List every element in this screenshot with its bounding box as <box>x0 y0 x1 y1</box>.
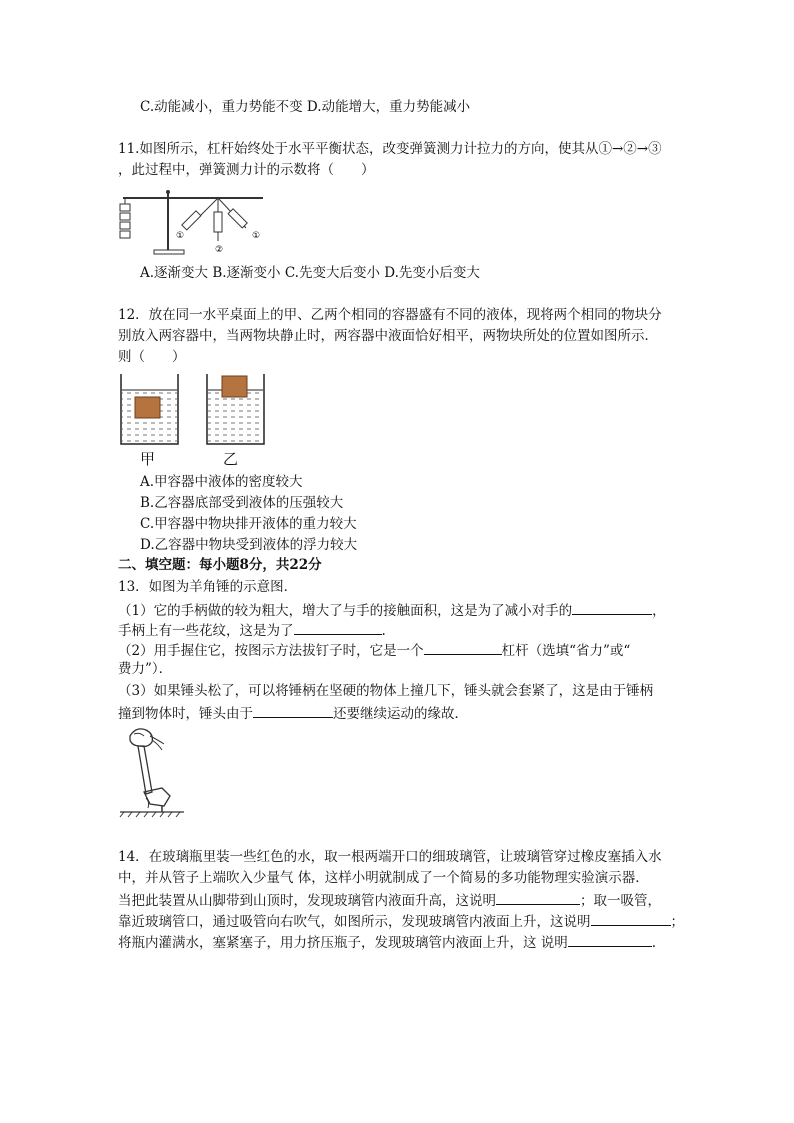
container-label-b: 乙 <box>223 450 239 468</box>
scale-label-2: ② <box>215 245 224 255</box>
q14-line2: 中，并从管子上端吹入少量气 体，这样小明就制成了一个简易的多功能物理实验演示器． <box>118 870 649 886</box>
q14-line4 <box>118 911 684 931</box>
scale-label-1: ① <box>176 231 185 241</box>
q14-line5 <box>118 932 656 952</box>
q13-part1-end: ， <box>652 603 666 619</box>
q11-stem-line1: 11.如图所示，杠杆始终处于水平平衡状态，改变弹簧测力计拉力的方向，使其从①→②→③ <box>118 141 662 157</box>
q14-line3-end: ；取一吸管， <box>580 893 661 909</box>
q12-stem-line3: 则（ ） <box>118 349 186 365</box>
container-label-a: 甲 <box>140 450 156 468</box>
q13-part2-end: 杠杆（选填“省力”或“ <box>501 643 631 659</box>
q13-part3-text: 撞到物体时，锤头由于 <box>118 706 253 722</box>
answer-blank-7[interactable] <box>568 932 652 947</box>
q14-line3-text: 当把此装置从山脚带到山顶时，发现玻璃管内液面升高，这说明 <box>118 893 496 909</box>
q13-part3-end: 还要继续运动的缘故． <box>333 706 468 722</box>
q13-part2-text: （2）用手握住它，按图示方法拔钉子时，它是一个 <box>118 643 424 659</box>
q12-option-a: A.甲容器中液体的密度较大 <box>140 474 303 490</box>
claw-hammer-figure <box>118 726 188 818</box>
scale-label-3: ① <box>252 231 261 241</box>
q13-intro: 13．如图为羊角锤的示意图． <box>118 579 298 595</box>
q12-option-b: B.乙容器底部受到液体的压强较大 <box>140 495 344 511</box>
answer-blank-6[interactable] <box>591 911 671 926</box>
q13-part3-line2 <box>118 703 468 723</box>
q12-stem-line1: 12．放在同一水平桌面上的甲、乙两个相同的容器盛有不同的液体，现将两个相同的物块分 <box>118 307 662 323</box>
containers-figure <box>118 372 268 446</box>
q13-part2-line1 <box>118 640 630 660</box>
q10-options-cd: C.动能减小，重力势能不变 D.动能增大，重力势能减小 <box>140 99 471 115</box>
q12-option-c: C.甲容器中物块排开液体的重力较大 <box>140 516 357 532</box>
q14-line4-text: 靠近玻璃管口，通过吸管向右吹气，如图所示，发现玻璃管内液面上升，这说明 <box>118 914 591 930</box>
answer-blank-5[interactable] <box>496 890 580 905</box>
lever-spring-scale-figure <box>118 186 268 258</box>
answer-blank-2[interactable] <box>294 620 382 635</box>
q13-part1-line2 <box>118 620 386 640</box>
q11-options: A.逐渐变大 B.逐渐变小 C.先变大后变小 D.先变小后变大 <box>140 265 480 281</box>
q13-part3-line1: （3）如果锤头松了，可以将锤柄在坚硬的物体上撞几下，锤头就会套紧了，这是由于锤柄 <box>118 683 654 699</box>
answer-blank-1[interactable] <box>572 600 652 615</box>
q14-line5-end: . <box>651 935 657 951</box>
q14-line3 <box>118 890 661 910</box>
answer-blank-3[interactable] <box>424 640 502 655</box>
answer-blank-4[interactable] <box>253 703 333 718</box>
q12-option-d: D.乙容器中物块受到液体的浮力较大 <box>140 537 358 553</box>
q11-stem-line2: ，此过程中，弹簧测力计的示数将（ ） <box>118 162 375 178</box>
q14-line5-text: 将瓶内灌满水，塞紧塞子，用力挤压瓶子，发现玻璃管内液面上升，这 说明 <box>118 935 568 951</box>
q14-line4-end: ； <box>670 914 684 930</box>
section-heading: 二、填空题：每小题8分，共22分 <box>118 557 322 573</box>
q13-part1-line1 <box>118 600 666 620</box>
q14-line1: 14．在玻璃瓶里装一些红色的水，取一根两端开口的细玻璃管，让玻璃管穿过橡皮塞插入水 <box>118 849 662 865</box>
q13-part1b-end: . <box>381 623 386 639</box>
q13-part2-line2: 费力”）． <box>118 661 173 677</box>
q13-part1-text: （1）它的手柄做的较为粗大，增大了与手的接触面积，这是为了减小对手的 <box>118 603 573 619</box>
q12-stem-line2: 别放入两容器中，当两物块静止时，两容器中液面恰好相平，两物块所处的位置如图所示． <box>118 328 658 344</box>
q13-part1b-text: 手柄上有一些花纹，这是为了 <box>118 623 294 639</box>
